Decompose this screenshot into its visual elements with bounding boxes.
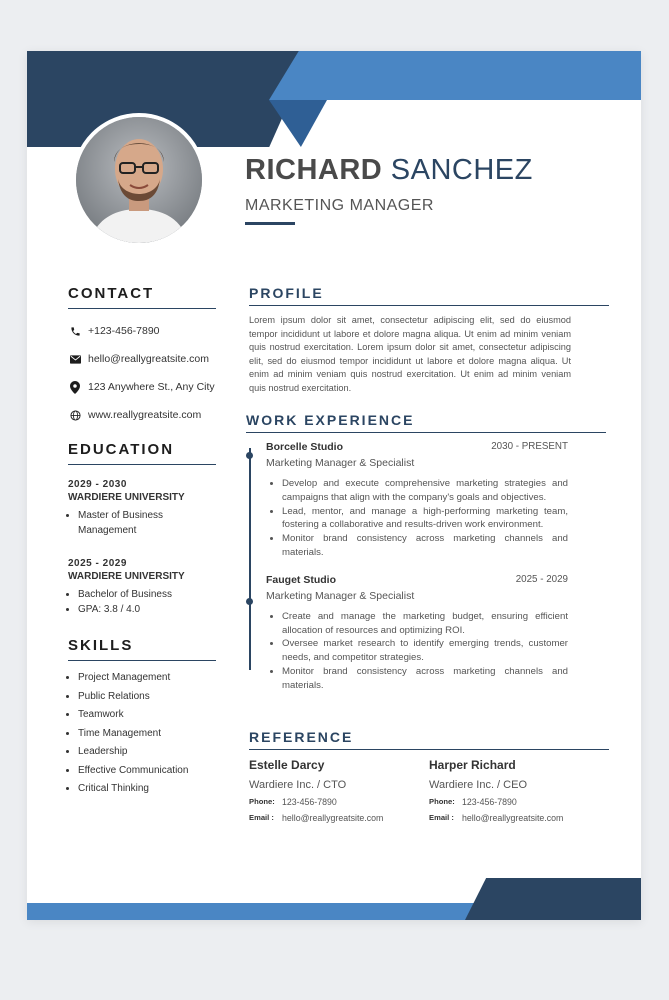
education-school: WARDIERE UNIVERSITY [68, 492, 185, 503]
footer-dark-banner [465, 878, 641, 920]
profile-heading: PROFILE [249, 285, 609, 306]
skills-list [68, 669, 216, 799]
reference-name: Estelle Darcy [249, 758, 325, 772]
candidate-name [245, 154, 533, 187]
reference-name: Harper Richard [429, 758, 516, 772]
location-pin-icon [68, 380, 82, 394]
contact-website [68, 401, 216, 429]
reference-section [249, 729, 609, 823]
job-dates: 2030 - PRESENT [491, 441, 568, 452]
profile-photo [72, 113, 206, 247]
education-years: 2029 - 2030 [68, 479, 127, 490]
job-entry [266, 441, 606, 560]
first-name: RICHARD [245, 154, 383, 186]
skill-item: • Project Management [78, 669, 216, 688]
skills-heading: SKILLS [68, 637, 216, 661]
contact-website-text: www.reallygreatsite.com [88, 409, 202, 421]
phone-label: Phone: [429, 797, 455, 806]
education-detail: • Bachelor of Business [78, 587, 216, 602]
skill-item: • Leadership [78, 743, 216, 762]
contact-address [68, 373, 216, 401]
education-years: 2025 - 2029 [68, 558, 127, 569]
work-experience-heading: WORK EXPERIENCE [246, 412, 606, 433]
reference-card [429, 758, 609, 823]
reference-heading: REFERENCE [249, 729, 609, 750]
education-entry [68, 479, 216, 538]
job-bullets [266, 610, 606, 693]
work-experience-section [246, 412, 606, 693]
header-blue-banner [269, 51, 641, 100]
contact-phone-text: +123-456-7890 [88, 325, 160, 337]
education-detail: • Master of Business Management [78, 508, 216, 538]
education-entry [68, 558, 216, 617]
reference-phone: 123-456-7890 [282, 797, 337, 807]
job-dates: 2025 - 2029 [515, 573, 568, 585]
reference-org: Wardiere Inc. / CTO [249, 779, 347, 791]
timeline-line [249, 448, 251, 670]
phone-icon [68, 324, 82, 338]
job-company: Borcelle Studio [266, 441, 344, 453]
job-bullet: • Lead, mentor, and manage a high-performing marketing team, fostering a collaborative and results-driven work environment. [282, 505, 568, 533]
reference-email: hello@reallygreatsite.com [462, 813, 564, 823]
skill-item: • Public Relations [78, 688, 216, 707]
timeline-dot [246, 452, 253, 459]
job-role: Marketing Manager & Specialist [266, 589, 415, 602]
education-school: WARDIERE UNIVERSITY [68, 571, 185, 582]
reference-card [249, 758, 429, 823]
email-icon [68, 352, 82, 366]
contact-phone [68, 317, 216, 345]
title-underline [245, 222, 295, 225]
skill-item: • Teamwork [78, 706, 216, 725]
reference-phone: 123-456-7890 [462, 797, 517, 807]
footer-blue-bar [27, 903, 477, 920]
job-bullet: • Oversee market research to identify emerging trends, customer needs, and competitor strategies. [282, 637, 568, 665]
reference-email: hello@reallygreatsite.com [282, 813, 384, 823]
person-portrait-icon [76, 117, 202, 243]
email-label: Email : [429, 813, 454, 822]
education-details [68, 508, 216, 538]
job-bullets [266, 477, 606, 560]
education-section [68, 441, 216, 617]
skill-item: • Time Management [78, 725, 216, 744]
job-entry [266, 574, 606, 693]
globe-icon [68, 408, 82, 422]
job-bullet: • Monitor brand consistency across marketing channels and materials. [282, 665, 568, 693]
contact-heading: CONTACT [68, 285, 216, 309]
job-bullet: • Monitor brand consistency across marketing channels and materials. [282, 532, 568, 560]
timeline-dot [246, 598, 253, 605]
email-label: Email : [249, 813, 274, 822]
skills-section [68, 637, 216, 799]
profile-text: Lorem ipsum dolor sit amet, consectetur adipiscing elit, sed do eiusmod tempor incididunt ut labore et dolore magna aliqua. Ut enim ad minim veniam quis nostrud exercitation. Lorem ipsum dolor sit amet, consectetur adipiscing elit, sed do eiusmod tempor incididunt ut labore et dolore magna aliqua. Ut enim ad minim veniam quis nostrud exercitation. Ut enim ad minim veniam quis nostrud exercitation. [249, 315, 571, 393]
contact-list [68, 317, 216, 429]
resume-page [27, 51, 641, 920]
education-details [68, 587, 216, 617]
profile-section [249, 285, 609, 396]
job-title: MARKETING MANAGER [245, 197, 434, 214]
education-heading: EDUCATION [68, 441, 216, 465]
education-detail: • GPA: 3.8 / 4.0 [78, 602, 216, 617]
job-bullet: • Create and manage the marketing budget, ensuring efficient allocation of resources and optimizing ROI. [282, 610, 568, 638]
left-column [68, 285, 216, 799]
work-timeline [246, 441, 606, 693]
job-bullet: • Develop and execute comprehensive marketing strategies and campaigns that align with the company's goals and objectives. [282, 477, 568, 505]
last-name: SANCHEZ [390, 154, 533, 186]
reference-org: Wardiere Inc. / CEO [429, 779, 528, 791]
skill-item: • Critical Thinking [78, 780, 216, 799]
job-company: Fauget Studio [266, 573, 336, 586]
phone-label: Phone: [249, 797, 275, 806]
contact-address-text: 123 Anywhere St., Any City [88, 381, 215, 393]
skill-item: • Effective Communication [78, 762, 216, 781]
contact-email-text: hello@reallygreatsite.com [88, 353, 209, 365]
job-role: Marketing Manager & Specialist [266, 457, 415, 469]
contact-email [68, 345, 216, 373]
reference-list [249, 758, 609, 823]
